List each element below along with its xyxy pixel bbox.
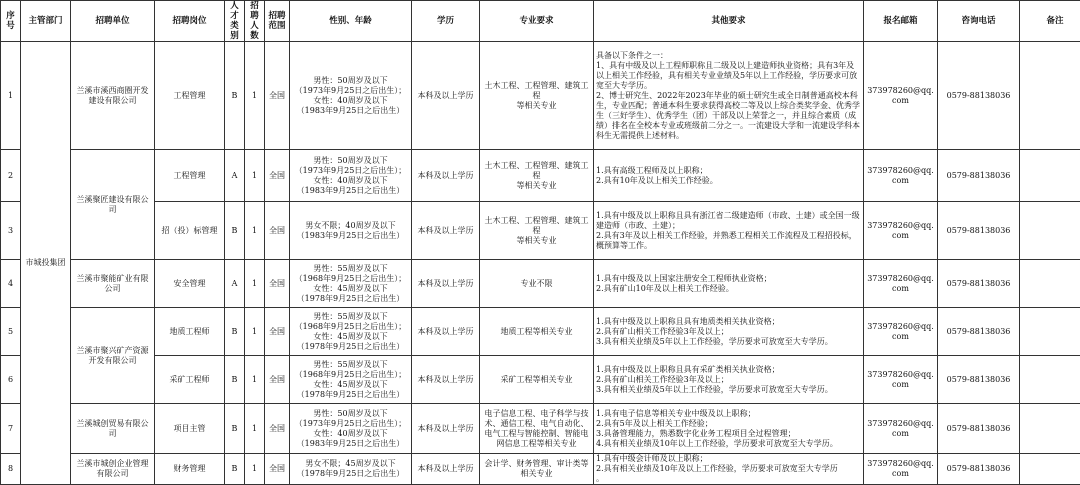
header-scope: 招聘范围 (265, 1, 290, 42)
note-cell (1020, 42, 1080, 150)
header-other: 其他要求 (594, 1, 864, 42)
major-cell: 采矿工程等相关专业 (480, 356, 594, 404)
note-cell (1020, 202, 1080, 260)
scope-cell: 全国 (265, 356, 290, 404)
count-cell: 1 (245, 260, 265, 308)
unit-cell: 兰溪城创贸易有限公司 (71, 404, 155, 454)
header-phone: 咨询电话 (938, 1, 1020, 42)
note-cell (1020, 150, 1080, 202)
education-cell: 本科及以上学历 (412, 202, 480, 260)
table-row (1, 202, 1080, 260)
count-cell: 1 (245, 150, 265, 202)
seq-cell: 6 (1, 356, 21, 404)
header-num: 招聘人数 (245, 1, 265, 42)
email-cell: 373978260@qq.com (864, 404, 938, 454)
other-requirements-cell: 1.具有中级会计师及以上职称； 2.具有相关业绩及10年及以上工作经验，学历要求可放宽至大专学历 。 (594, 454, 864, 485)
seq-cell: 3 (1, 202, 21, 260)
note-cell (1020, 356, 1080, 404)
dept-cell: 市城投集团 (21, 42, 71, 485)
education-cell: 本科及以上学历 (412, 42, 480, 150)
table-row (1, 356, 1080, 404)
scope-cell: 全国 (265, 454, 290, 485)
category-cell: A (225, 150, 245, 202)
header-gender-age: 性别、年龄 (290, 1, 412, 42)
count-cell: 1 (245, 202, 265, 260)
other-requirements-cell: 1.具有电子信息等相关专业中级及以上职称； 2.具有5年及以上相关工作经验； 3.具备管理能力，熟悉数字化业务工程项目全过程管理； 4.具有相关业绩及10年以上工作经验，学历要求可放宽至大专学历。 (594, 404, 864, 454)
email-cell: 373978260@qq.com (864, 308, 938, 356)
note-cell (1020, 308, 1080, 356)
major-cell: 电子信息工程、电子科学与技术、通信工程、电气自动化、电气工程与智能控制、智能电网信息工程等相关专业 (480, 404, 594, 454)
other-requirements-cell: 1.具有中级及以上国家注册安全工程师执业资格； 2.具有矿山10年及以上相关工作经验。 (594, 260, 864, 308)
education-cell: 本科及以上学历 (412, 454, 480, 485)
post-cell: 安全管理 (155, 260, 225, 308)
scope-cell: 全国 (265, 202, 290, 260)
unit-cell: 兰溪市聚兴矿产资源开发有限公司 (71, 308, 155, 404)
note-cell (1020, 404, 1080, 454)
major-cell: 地质工程等相关专业 (480, 308, 594, 356)
header-dept: 主管部门 (21, 1, 71, 42)
major-cell: 会计学、财务管理、审计类等相关专业 (480, 454, 594, 485)
education-cell: 本科及以上学历 (412, 260, 480, 308)
post-cell: 工程管理 (155, 42, 225, 150)
major-cell: 土木工程、工程管理、建筑工程 等相关专业 (480, 42, 594, 150)
other-requirements-cell: 1.具有高级工程师及以上职称； 2.具有10年及以上相关工作经验。 (594, 150, 864, 202)
category-cell: B (225, 404, 245, 454)
email-cell: 373978260@qq.com (864, 202, 938, 260)
education-cell: 本科及以上学历 (412, 150, 480, 202)
header-note: 备注 (1020, 1, 1080, 42)
phone-cell: 0579-88138036 (938, 202, 1020, 260)
post-cell: 地质工程师 (155, 308, 225, 356)
scope-cell: 全国 (265, 150, 290, 202)
header-unit: 招聘单位 (71, 1, 155, 42)
category-cell: B (225, 308, 245, 356)
seq-cell: 8 (1, 454, 21, 485)
unit-cell: 兰溪聚匠建设有限公司 (71, 150, 155, 260)
table-row (1, 42, 1080, 150)
scope-cell: 全国 (265, 42, 290, 150)
category-cell: B (225, 42, 245, 150)
email-cell: 373978260@qq.com (864, 454, 938, 485)
seq-cell: 2 (1, 150, 21, 202)
category-cell: B (225, 454, 245, 485)
seq-cell: 1 (1, 42, 21, 150)
count-cell: 1 (245, 454, 265, 485)
phone-cell: 0579-88138036 (938, 404, 1020, 454)
email-cell: 373978260@qq.com (864, 150, 938, 202)
phone-cell: 0579-88138036 (938, 454, 1020, 485)
header-cat: 人才类别 (225, 1, 245, 42)
note-cell (1020, 260, 1080, 308)
table-row (1, 308, 1080, 356)
phone-cell: 0579-88138036 (938, 42, 1020, 150)
header-seq: 序号 (1, 1, 21, 42)
unit-cell: 兰溪市溪西商圈开发建设有限公司 (71, 42, 155, 150)
post-cell: 财务管理 (155, 454, 225, 485)
post-cell: 招（投）标管理 (155, 202, 225, 260)
email-cell: 373978260@qq.com (864, 356, 938, 404)
table-row (1, 404, 1080, 454)
count-cell: 1 (245, 404, 265, 454)
table-row (1, 150, 1080, 202)
post-cell: 工程管理 (155, 150, 225, 202)
unit-cell: 兰溪市城创企业管理有限公司 (71, 454, 155, 485)
header-major: 专业要求 (480, 1, 594, 42)
seq-cell: 4 (1, 260, 21, 308)
post-cell: 项目主管 (155, 404, 225, 454)
phone-cell: 0579-88138036 (938, 308, 1020, 356)
gender-age-cell: 男性：50周岁及以下 （1973年9月25日之后出生）； 女性：40周岁及以下 （1983年9月25日之后出生） (290, 150, 412, 202)
header-edu: 学历 (412, 1, 480, 42)
count-cell: 1 (245, 42, 265, 150)
scope-cell: 全国 (265, 260, 290, 308)
other-requirements-cell: 1.具有中级及以上职称且具有采矿类相关执业资格； 2.具有矿山相关工作经验3年及以上； 3.具有相关业绩及5年以上工作经验，学历要求可放宽至大专学历。 (594, 356, 864, 404)
category-cell: B (225, 356, 245, 404)
unit-cell: 兰溪市聚能矿业有限公司 (71, 260, 155, 308)
seq-cell: 5 (1, 308, 21, 356)
gender-age-cell: 男女不限；45周岁及以下 （1978年9月25日之后出生） (290, 454, 412, 485)
count-cell: 1 (245, 308, 265, 356)
header-post: 招聘岗位 (155, 1, 225, 42)
education-cell: 本科及以上学历 (412, 308, 480, 356)
category-cell: B (225, 202, 245, 260)
education-cell: 本科及以上学历 (412, 404, 480, 454)
phone-cell: 0579-88138036 (938, 260, 1020, 308)
header-email: 报名邮箱 (864, 1, 938, 42)
email-cell: 373978260@qq.com (864, 260, 938, 308)
gender-age-cell: 男性：55周岁及以下 （1968年9月25日之后出生）； 女性：45周岁及以下 （1978年9月25日之后出生） (290, 260, 412, 308)
phone-cell: 0579-88138036 (938, 150, 1020, 202)
email-cell: 373978260@qq.com (864, 42, 938, 150)
table-row (1, 454, 1080, 485)
seq-cell: 7 (1, 404, 21, 454)
category-cell: A (225, 260, 245, 308)
major-cell: 专业不限 (480, 260, 594, 308)
gender-age-cell: 男女不限；40周岁及以下 （1983年9月25日之后出生） (290, 202, 412, 260)
table-row (1, 260, 1080, 308)
note-cell (1020, 454, 1080, 485)
other-requirements-cell: 1.具有中级及以上职称且具有地质类相关执业资格； 2.具有矿山相关工作经验3年及以上； 3.具有相关业绩及5年以上工作经验，学历要求可放宽至大专学历。 (594, 308, 864, 356)
gender-age-cell: 男性：50周岁及以下 （1973年9月25日之后出生）； 女性：40周岁及以下 （1983年9月25日之后出生） (290, 42, 412, 150)
scope-cell: 全国 (265, 404, 290, 454)
count-cell: 1 (245, 356, 265, 404)
gender-age-cell: 男性：50周岁及以下 （1973年9月25日之后出生）； 女性：40周岁及以下 （1983年9月25日之后出生） (290, 404, 412, 454)
header-row (1, 1, 1080, 42)
major-cell: 土木工程、工程管理、建筑工程 等相关专业 (480, 150, 594, 202)
post-cell: 采矿工程师 (155, 356, 225, 404)
major-cell: 土木工程、工程管理、建筑工程 等相关专业 (480, 202, 594, 260)
other-requirements-cell: 1.具有中级及以上职称且具有浙江省二级建造师（市政、土建）或全国一级建造师（市政、土建）； 2.具有3年及以上相关工作经验，并熟悉工程相关工作流程及工程招投标，概预算等工作。 (594, 202, 864, 260)
gender-age-cell: 男性：55周岁及以下 （1968年9月25日之后出生）； 女性：45周岁及以下 （1978年9月25日之后出生） (290, 356, 412, 404)
scope-cell: 全国 (265, 308, 290, 356)
other-requirements-cell: 具备以下条件之一： 1、具有中级及以上工程师职称且二级及以上建造师执业资格；具有3年及以上相关工作经验，具有相关专业业绩及5年以上工作经验，学历要求可放宽至大专学历。 2、博士研究生、2022年2023年毕业的硕士研究生或全日制普通高校本科生，专业匹配；普通本科生要求获得高校二等及以上综合类奖学金、优秀学生（三好学生）、优秀学生（团）干部及以上荣誉之一，并且综合素质（成绩）排名在全校本专业或班级前二分之一。一流建设大学和一流建设学科本科生无需提供上述材料。 (594, 42, 864, 150)
gender-age-cell: 男性：55周岁及以下 （1968年9月25日之后出生）； 女性：45周岁及以下 （1978年9月25日之后出生） (290, 308, 412, 356)
education-cell: 本科及以上学历 (412, 356, 480, 404)
phone-cell: 0579-88138036 (938, 356, 1020, 404)
